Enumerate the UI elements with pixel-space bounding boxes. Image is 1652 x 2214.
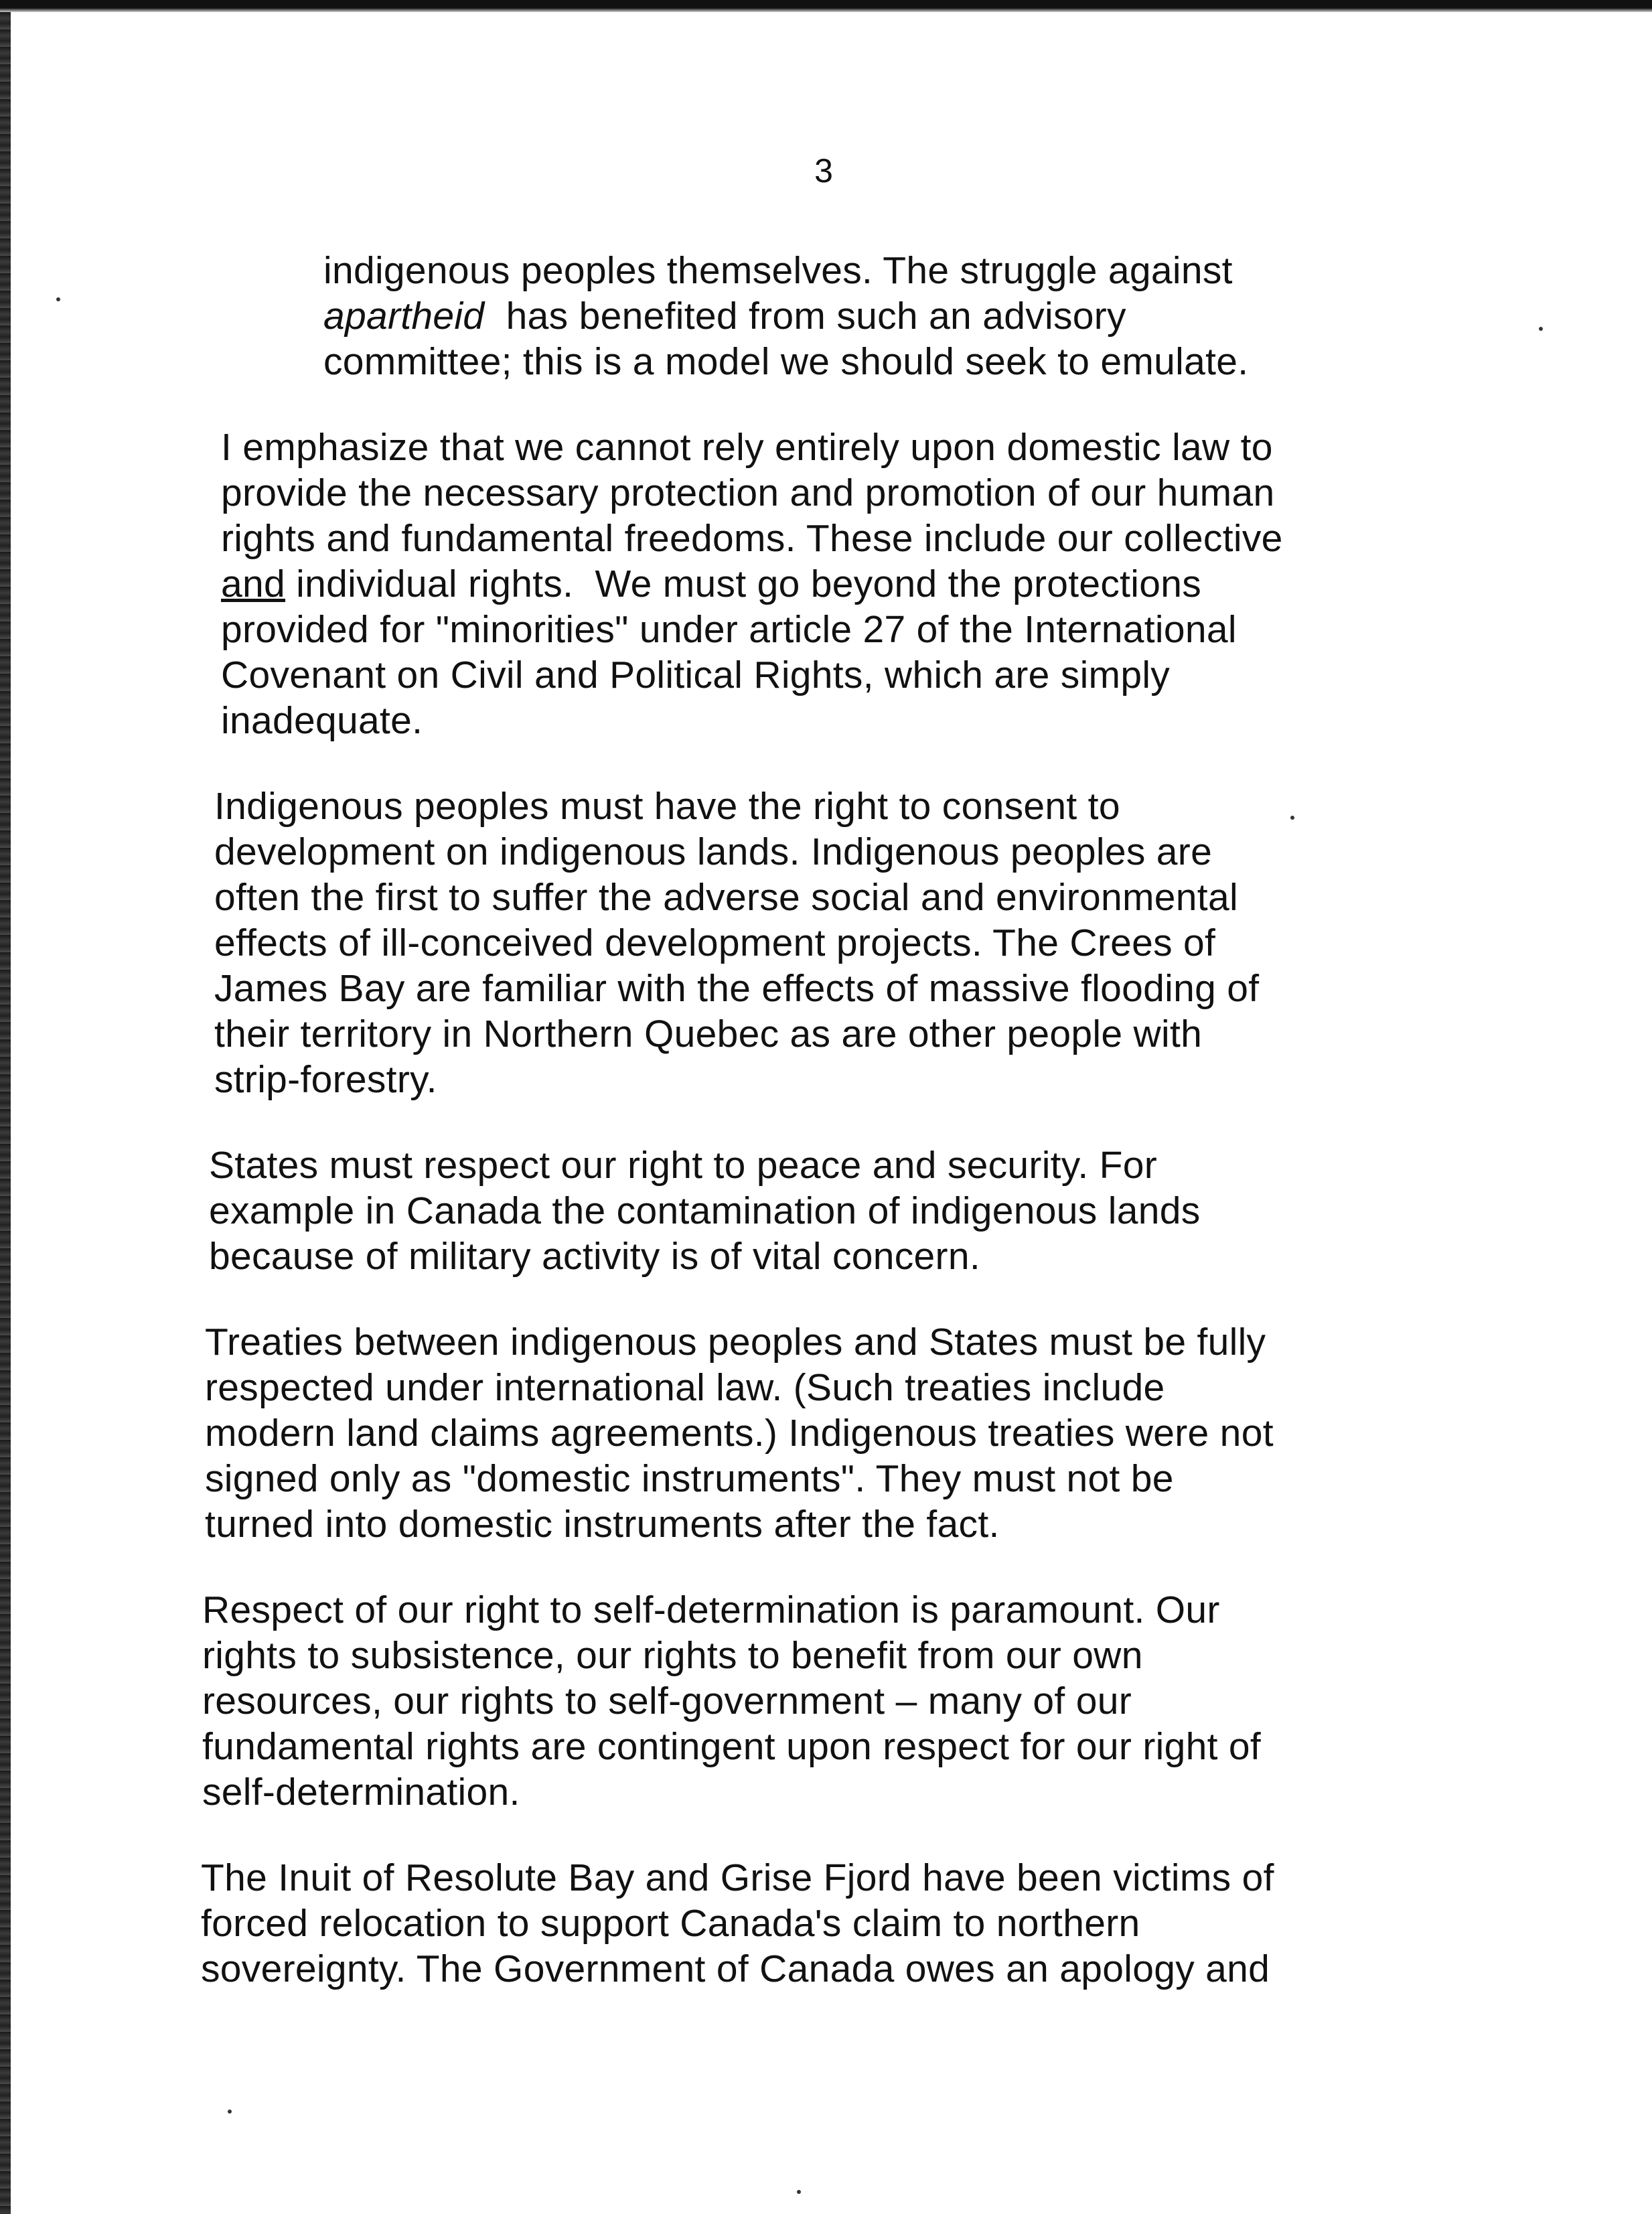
scan-speck — [228, 2110, 232, 2114]
text-line: inadequate. — [221, 699, 423, 742]
underlined-word: and — [221, 563, 286, 605]
text-line: development on indigenous lands. Indigenous peoples are — [214, 830, 1213, 873]
text-line: fundamental rights are contingent upon respect for our right of — [202, 1725, 1261, 1768]
page-number: 3 — [814, 152, 833, 190]
text-line: signed only as "domestic instruments". They must not be — [205, 1457, 1174, 1500]
text-line: Indigenous peoples must have the right to consent to — [214, 785, 1120, 828]
text-line: The Inuit of Resolute Bay and Grise Fjord have been victims of — [201, 1856, 1274, 1899]
scan-left-edge — [0, 12, 11, 2214]
text-line: Respect of our right to self-determination is paramount. Our — [202, 1589, 1220, 1631]
text-line: often the first to suffer the adverse social and environmental — [214, 876, 1238, 919]
text-line: indigenous peoples themselves. The struggle against — [323, 249, 1233, 292]
text-line: James Bay are familiar with the effects of massive flooding of — [214, 967, 1260, 1010]
text-line: committee; this is a model we should seek to emulate. — [323, 340, 1249, 383]
text-line: turned into domestic instruments after the fact. — [205, 1503, 1000, 1546]
text-line: States must respect our right to peace and security. For — [209, 1144, 1158, 1187]
italic-word: apartheid — [323, 295, 485, 338]
scan-speck — [797, 2190, 801, 2194]
paragraph-treaties — [205, 1319, 1406, 1547]
text-run: has benefited from such an advisory — [484, 295, 1126, 338]
paragraph-advisory-committee — [323, 248, 1395, 384]
text-line — [221, 561, 1406, 607]
scan-top-edge — [0, 0, 1652, 12]
text-line: Covenant on Civil and Political Rights, which are simply — [221, 654, 1171, 696]
paragraph-forced-relocation — [201, 1855, 1406, 1992]
text-line: provided for "minorities" under article 27 of the International — [221, 608, 1237, 651]
text-line: rights and fundamental freedoms. These include our collective — [221, 517, 1283, 560]
text-line: self-determination. — [202, 1771, 520, 1814]
body-text — [201, 248, 1406, 2032]
scan-speck — [56, 297, 60, 301]
text-line: resources, our rights to self-government – many of our — [202, 1680, 1132, 1722]
scan-speck — [1539, 327, 1543, 331]
text-line: sovereignty. The Government of Canada owes an apology and — [201, 1947, 1270, 1990]
text-line: strip-forestry. — [214, 1058, 437, 1101]
text-line: forced relocation to support Canada's claim to northern — [201, 1902, 1140, 1945]
text-line: rights to subsistence, our rights to benefit from our own — [202, 1634, 1143, 1677]
paragraph-consent-development — [214, 784, 1406, 1102]
text-line: their territory in Northern Quebec as are other people with — [214, 1013, 1203, 1055]
paragraph-self-determination — [202, 1587, 1406, 1815]
text-line: provide the necessary protection and promotion of our human — [221, 471, 1275, 514]
paragraph-peace-security — [209, 1142, 1406, 1279]
text-line: respected under international law. (Such treaties include — [205, 1366, 1165, 1409]
text-line: because of military activity is of vital concern. — [209, 1235, 980, 1278]
text-run: individual rights. We must go beyond the protections — [285, 563, 1202, 605]
text-line: example in Canada the contamination of indigenous lands — [209, 1189, 1201, 1232]
text-line: Treaties between indigenous peoples and States must be fully — [205, 1321, 1266, 1363]
text-line: effects of ill-conceived development projects. The Crees of — [214, 921, 1216, 964]
text-line: modern land claims agreements.) Indigenous treaties were not — [205, 1412, 1274, 1455]
text-line: I emphasize that we cannot rely entirely upon domestic law to — [221, 426, 1273, 469]
paragraph-domestic-law — [221, 425, 1406, 743]
text-line — [323, 293, 1395, 339]
